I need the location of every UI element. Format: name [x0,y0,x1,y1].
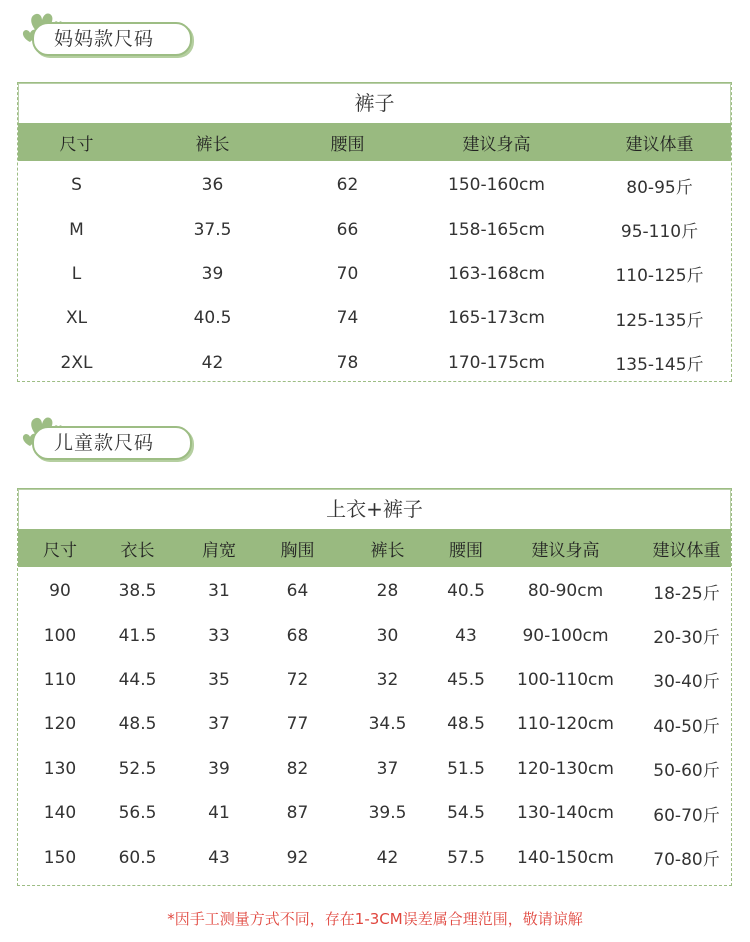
table-cell: 110-125斤 [615,266,704,287]
table-cell: 40-50斤 [653,716,720,737]
table-cell: 150 [43,847,77,868]
table-cell: 20-30斤 [653,628,720,649]
table-cell: 77 [286,714,309,735]
table-cell: 56.5 [118,803,157,824]
table-cell: 62 [336,175,359,196]
table-cell: 37 [376,758,399,779]
moms-table-title: 裤子 [18,83,731,123]
kids-label-pill [32,426,192,460]
kids-section-label [20,410,210,458]
moms-body [18,161,731,385]
table-cell: 80-90cm [527,581,604,602]
table-cell: 30-40斤 [653,672,720,693]
table-row [18,207,731,251]
table-cell: 50-60斤 [653,761,720,782]
table-cell: 45.5 [447,669,485,690]
header-cell: 腰围 [449,540,483,561]
table-cell: 120 [43,714,77,735]
header-cell: 腰围 [330,134,365,155]
table-cell: 90-100cm [522,625,609,646]
table-cell: 135-145斤 [615,355,704,376]
table-cell: 110-120cm [517,714,614,735]
table-cell: 41.5 [118,625,157,646]
table-cell: 74 [336,308,359,329]
kids-header-row [18,529,731,567]
table-row [18,296,731,340]
table-cell: 70-80斤 [653,850,720,871]
header-cell: 裤长 [370,540,405,561]
table-cell: 140-150cm [517,847,614,868]
measurement-note: *因手工测量方式不同，存在1-3CM误差属合理范围，敬请谅解 [167,910,583,928]
table-row [18,702,731,746]
table-cell: 165-173cm [448,308,545,329]
kids-table-title: 上衣+裤子 [18,489,731,529]
moms-label-pill [32,22,192,56]
table-cell: 42 [376,847,399,868]
table-cell: 18-25斤 [653,583,720,604]
table-cell: 35 [208,669,230,690]
table-cell: 150-160cm [448,175,545,196]
table-cell: 100 [43,625,77,646]
table-cell: 78 [336,352,359,373]
kids-body [18,567,731,880]
table-cell: 90 [49,581,71,602]
header-cell: 建议体重 [652,540,721,561]
table-cell: 110 [43,669,77,690]
header-cell: 建议身高 [462,134,531,155]
table-cell: 130-140cm [517,803,614,824]
table-cell: 125-135斤 [615,310,704,331]
table-cell: 38.5 [118,581,157,602]
table-cell: 34.5 [368,714,407,735]
header-cell: 胸围 [280,540,315,561]
table-row [18,613,731,657]
table-cell: 43 [208,847,230,868]
table-row [18,341,731,385]
table-cell: 68 [286,625,309,646]
table-cell: 48.5 [447,714,485,735]
table-cell: 32 [376,669,399,690]
table-cell: 2XL [60,352,93,373]
table-cell: 33 [208,625,230,646]
table-cell: 52.5 [118,758,157,779]
table-cell: 66 [336,219,359,240]
table-cell: 37 [208,714,230,735]
table-row [18,569,731,613]
table-cell: M [69,219,84,240]
table-cell: 140 [43,803,77,824]
table-cell: 40.5 [193,308,232,329]
header-cell: 衣长 [120,540,155,561]
table-row [18,835,731,879]
header-cell: 肩宽 [202,540,236,561]
moms-size-table [17,82,732,382]
table-cell: 28 [376,581,399,602]
table-cell: 31 [208,581,230,602]
header-cell: 建议身高 [531,540,600,561]
table-cell: 44.5 [118,669,157,690]
table-cell: 39 [201,263,224,284]
header-cell: 建议体重 [625,134,694,155]
table-cell: 92 [286,847,309,868]
table-cell: 163-168cm [448,263,545,284]
table-cell: 37.5 [193,219,232,240]
table-cell: 42 [201,352,224,373]
table-cell: 95-110斤 [620,222,699,243]
table-cell: 158-165cm [448,219,545,240]
table-cell: 70 [336,263,359,284]
table-cell: S [71,175,82,196]
table-row [18,252,731,296]
header-cell: 尺寸 [43,540,77,561]
table-cell: 60-70斤 [653,805,720,826]
table-row [18,658,731,702]
table-cell: 51.5 [447,758,485,779]
kids-label-text: 儿童款尺码 [54,432,155,454]
table-cell: 60.5 [118,847,157,868]
table-row [18,747,731,791]
table-cell: 64 [286,581,309,602]
moms-label-text: 妈妈款尺码 [54,28,155,50]
moms-header-row [18,123,731,161]
table-row [18,791,731,835]
table-cell: L [71,263,82,284]
table-cell: 82 [286,758,309,779]
table-cell: 36 [201,175,224,196]
table-cell: 39 [208,758,230,779]
table-row [18,163,731,207]
table-cell: 80-95斤 [626,177,693,198]
table-cell: 30 [376,625,399,646]
table-cell: XL [65,308,88,329]
table-cell: 170-175cm [448,352,545,373]
table-cell: 41 [208,803,230,824]
table-cell: 40.5 [447,581,485,602]
moms-section-label [20,6,210,54]
table-cell: 54.5 [447,803,485,824]
table-cell: 43 [455,625,477,646]
kids-size-table [17,488,732,886]
table-cell: 39.5 [368,803,407,824]
table-cell: 72 [286,669,309,690]
table-cell: 87 [286,803,309,824]
table-cell: 100-110cm [517,669,614,690]
table-cell: 48.5 [118,714,157,735]
table-cell: 120-130cm [517,758,614,779]
table-cell: 57.5 [447,847,485,868]
table-cell: 130 [43,758,77,779]
header-cell: 裤长 [195,134,230,155]
header-cell: 尺寸 [59,134,94,155]
